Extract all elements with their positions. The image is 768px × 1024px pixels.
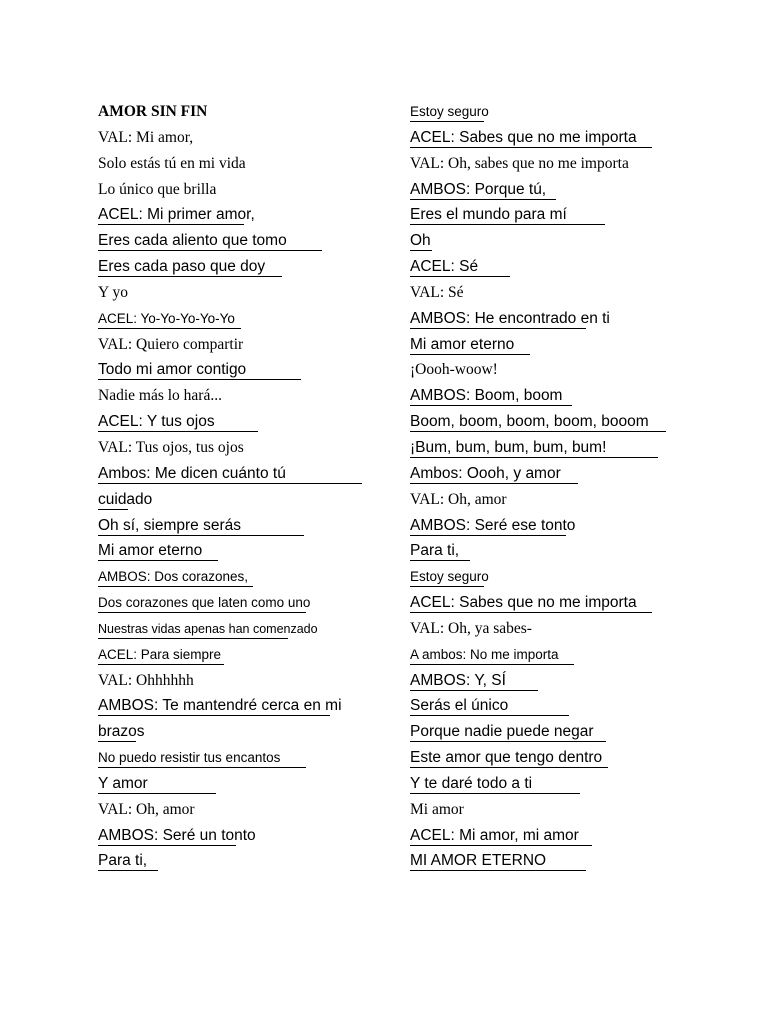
lyric-line: Nuestras vidas apenas han comenzado	[98, 620, 288, 639]
lyric-line: brazos	[98, 723, 145, 741]
lyric-line: Mi amor eterno	[98, 542, 218, 561]
lyric-line: ¡Bum, bum, bum, bum, bum!	[410, 439, 658, 458]
lyric-line: Todo mi amor contigo	[98, 361, 301, 380]
lyric-line: Para ti,	[410, 542, 470, 561]
lyric-line: ACEL: Y tus ojos	[98, 413, 258, 432]
lyric-line: Estoy seguro	[410, 568, 484, 587]
lyric-line: Ambos: Oooh, y amor	[410, 465, 578, 484]
lyric-line: AMBOS: He encontrado en ti	[410, 309, 610, 327]
lyric-line: AMBOS: Boom, boom	[410, 387, 572, 406]
lyric-line: MI AMOR ETERNO	[410, 852, 586, 871]
left-column	[98, 101, 378, 876]
lyric-line: Lo único que brilla	[98, 180, 217, 198]
lyric-line: Serás el único	[410, 697, 569, 716]
lyric-line: VAL: Mi amor,	[98, 128, 194, 146]
lyric-line: Eres el mundo para mí	[410, 206, 605, 225]
lyric-line: AMBOS: Seré un tonto	[98, 826, 256, 844]
lyric-line: Y amor	[98, 775, 216, 794]
lyric-line: Dos corazones que laten como uno	[98, 594, 306, 613]
lyric-line: A ambos: No me importa	[410, 646, 574, 665]
lyric-line: Mi amor	[410, 800, 464, 818]
lyric-line: AMBOS: Te mantendré cerca en mi	[98, 697, 342, 715]
lyric-line: AMBOS: Dos corazones,	[98, 568, 253, 587]
lyric-line: VAL: Sé	[410, 283, 464, 301]
lyric-line: No puedo resistir tus encantos	[98, 749, 306, 768]
lyric-line: VAL: Oh, amor	[410, 490, 507, 508]
lyric-line: ¡Oooh-woow!	[410, 361, 498, 379]
lyric-line: Oh	[410, 232, 431, 250]
lyric-line: AMBOS: Seré ese tonto	[410, 516, 576, 534]
lyric-line: Oh sí, siempre serás	[98, 517, 304, 536]
lyric-line: Mi amor eterno	[410, 336, 530, 355]
lyric-line: cuidado	[98, 490, 153, 508]
lyric-line: ACEL: Para siempre	[98, 646, 224, 665]
lyric-line: AMBOS: Y, SÍ	[410, 672, 538, 691]
lyric-line: Estoy seguro	[410, 103, 484, 122]
lyric-line: VAL: Oh, ya sabes-	[410, 619, 532, 637]
lyric-line: Y te daré todo a ti	[410, 775, 580, 794]
lyric-line: Ambos: Me dicen cuánto tú	[98, 465, 362, 484]
lyric-line: VAL: Oh, amor	[98, 800, 195, 818]
lyric-line: Este amor que tengo dentro	[410, 749, 608, 768]
lyric-line: VAL: Tus ojos, tus ojos	[98, 438, 244, 456]
lyric-line: Nadie más lo hará...	[98, 387, 222, 405]
lyric-line: ACEL: Sabes que no me importa	[410, 129, 652, 148]
lyric-line: Eres cada aliento que tomo	[98, 232, 322, 251]
lyric-line: Porque nadie puede negar	[410, 723, 606, 742]
lyric-line: VAL: Ohhhhhh	[98, 671, 194, 689]
lyric-line: ACEL: Mi primer amor,	[98, 206, 255, 224]
lyric-line: Para ti,	[98, 852, 158, 871]
lyrics-title: AMOR SIN FIN	[98, 103, 208, 120]
lyric-line: Y yo	[98, 283, 128, 301]
lyric-line: AMBOS: Porque tú,	[410, 181, 556, 200]
lyric-line: Solo estás tú en mi vida	[98, 154, 246, 172]
lyric-line: Eres cada paso que doy	[98, 258, 282, 277]
lyric-line: ACEL: Mi amor, mi amor	[410, 827, 592, 846]
lyric-line: ACEL: Sé	[410, 258, 510, 277]
lyric-line: VAL: Oh, sabes que no me importa	[410, 154, 629, 172]
right-column	[410, 101, 710, 876]
lyric-line: ACEL: Yo-Yo-Yo-Yo-Yo	[98, 310, 241, 329]
lyric-line: Boom, boom, boom, boom, booom	[410, 413, 666, 432]
lyric-line: ACEL: Sabes que no me importa	[410, 594, 652, 613]
lyric-line: VAL: Quiero compartir	[98, 335, 244, 353]
